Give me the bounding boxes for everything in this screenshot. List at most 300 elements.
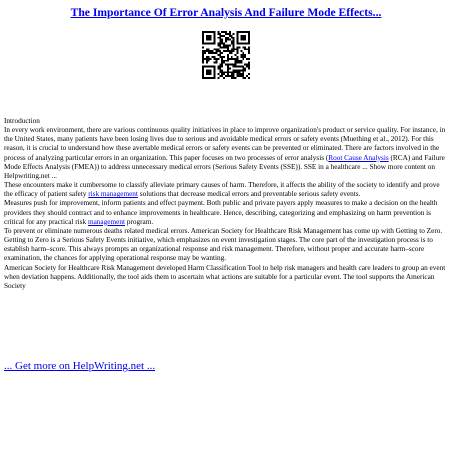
qr-module bbox=[214, 37, 216, 39]
qr-module bbox=[208, 39, 210, 41]
article-title-link[interactable]: The Importance Of Error Analysis And Failure Mode Effects... bbox=[70, 6, 382, 19]
qr-module bbox=[221, 39, 223, 41]
qr-module bbox=[214, 43, 216, 45]
qr-module bbox=[246, 66, 248, 68]
qr-module bbox=[214, 66, 216, 68]
paragraph-3-text-a: Measures push for improvement, inform patients and effect payment. Both public and private payers apply measures to make a decision on the health providers they should contract and to enhance improvements in healthcare. Hence, describing, categorizing and emphasizing on harm prevention is critical for any practical risk bbox=[4, 199, 438, 226]
qr-module bbox=[210, 39, 212, 41]
qr-module bbox=[238, 66, 240, 68]
qr-module bbox=[244, 37, 246, 39]
qr-module bbox=[219, 67, 221, 69]
qr-module bbox=[229, 50, 231, 52]
qr-module bbox=[235, 66, 237, 68]
paragraph-4: To prevent or eliminate numerous deaths related medical errors. American Society for Healthcare Risk Management has come up with Getting to Zero. Getting to Zero is a Serious Safety Events initiative, which emphasizes on event investigation stages. The core part of the investigation process is to establish harm–score. This always prompts an organizational response and risk management. Therefore, without proper and accurate harm–score examination, the chances for applying operational response may be wanting. bbox=[4, 226, 443, 263]
qr-module bbox=[240, 60, 242, 62]
qr-module bbox=[231, 41, 233, 43]
get-more-link[interactable]: ... Get more on HelpWriting.net ... bbox=[4, 360, 156, 372]
qr-module bbox=[208, 66, 210, 68]
qr-module bbox=[223, 46, 225, 48]
qr-module bbox=[219, 54, 221, 56]
qr-module bbox=[244, 67, 246, 69]
qr-module bbox=[208, 48, 210, 50]
qr-module bbox=[225, 50, 227, 52]
qr-module bbox=[219, 44, 221, 46]
qr-module bbox=[238, 60, 240, 62]
qr-module bbox=[221, 75, 223, 77]
qr-module bbox=[217, 43, 219, 45]
qr-module bbox=[238, 62, 240, 64]
qr-module bbox=[248, 31, 250, 33]
qr-module bbox=[233, 71, 235, 73]
qr-module bbox=[242, 67, 244, 69]
qr-module bbox=[248, 50, 250, 52]
qr-module bbox=[221, 43, 223, 45]
qr-module bbox=[225, 37, 227, 39]
qr-module bbox=[214, 75, 216, 77]
qr-module bbox=[248, 43, 250, 45]
qr-module bbox=[202, 43, 204, 45]
paragraph-1 bbox=[4, 126, 448, 181]
root-cause-analysis-link[interactable]: Root Cause Analysis bbox=[328, 153, 389, 162]
qr-module bbox=[235, 69, 237, 71]
qr-module bbox=[202, 58, 204, 60]
qr-module bbox=[244, 31, 246, 33]
qr-module bbox=[212, 56, 214, 58]
qr-code-icon bbox=[202, 31, 250, 79]
qr-module bbox=[229, 39, 231, 41]
qr-module bbox=[233, 43, 235, 45]
qr-module bbox=[246, 31, 248, 33]
qr-module bbox=[219, 66, 221, 68]
qr-module bbox=[214, 48, 216, 50]
qr-module bbox=[237, 62, 239, 64]
qr-module bbox=[240, 54, 242, 56]
qr-module bbox=[244, 43, 246, 45]
qr-module bbox=[221, 56, 223, 58]
qr-module bbox=[223, 35, 225, 37]
qr-module bbox=[206, 39, 208, 41]
qr-module bbox=[237, 50, 239, 52]
paragraph-2-text-a: These encounters make it cumbersome to classify alleviate primary causes of harm. Therefore, it affects the ability of the society to identify and prove the efficacy of patient safety bbox=[4, 181, 440, 199]
qr-module bbox=[240, 69, 242, 71]
qr-module bbox=[214, 69, 216, 71]
qr-module bbox=[206, 43, 208, 45]
qr-module bbox=[242, 66, 244, 68]
qr-module bbox=[210, 31, 212, 33]
qr-module bbox=[202, 33, 204, 35]
qr-module bbox=[210, 73, 212, 75]
qr-module bbox=[204, 77, 206, 79]
qr-module bbox=[219, 39, 221, 41]
qr-module bbox=[233, 64, 235, 66]
qr-module bbox=[202, 77, 204, 79]
qr-module bbox=[227, 60, 229, 62]
qr-module bbox=[217, 50, 219, 52]
qr-module bbox=[244, 48, 246, 50]
qr-module bbox=[231, 50, 233, 52]
qr-module bbox=[248, 39, 250, 41]
qr-module bbox=[208, 60, 210, 62]
qr-module bbox=[237, 33, 239, 35]
qr-module bbox=[208, 31, 210, 33]
qr-module bbox=[208, 69, 210, 71]
qr-module bbox=[248, 33, 250, 35]
qr-module bbox=[227, 39, 229, 41]
qr-module bbox=[202, 41, 204, 43]
qr-module bbox=[217, 33, 219, 35]
qr-module bbox=[206, 73, 208, 75]
qr-module bbox=[204, 50, 206, 52]
qr-module bbox=[238, 73, 240, 75]
qr-module bbox=[237, 71, 239, 73]
qr-module bbox=[221, 71, 223, 73]
qr-module bbox=[223, 43, 225, 45]
qr-module bbox=[237, 37, 239, 39]
qr-module bbox=[204, 31, 206, 33]
qr-module bbox=[227, 64, 229, 66]
qr-module bbox=[246, 43, 248, 45]
qr-module bbox=[223, 60, 225, 62]
qr-module bbox=[206, 31, 208, 33]
qr-module bbox=[217, 31, 219, 33]
qr-module bbox=[248, 67, 250, 69]
qr-module bbox=[237, 75, 239, 77]
qr-module bbox=[221, 73, 223, 75]
qr-module bbox=[242, 73, 244, 75]
qr-module bbox=[221, 46, 223, 48]
qr-module bbox=[206, 50, 208, 52]
qr-module bbox=[242, 77, 244, 79]
qr-module bbox=[225, 39, 227, 41]
qr-module bbox=[231, 43, 233, 45]
paragraph-1-text-a: In every work environment, there are various continuous quality initiatives in place to improve organization's product or service quality. For instance, in the United States, many patients have been losing lives due to serious and avoidable medical errors or safety events (Muething et al., 2012). For this reason, it is crucial to understand how these avertable medical errors or safety events can be prevented or eliminated. There are factors involved in the process of analyzing particular errors in an organization. This paper focuses on two processes of error analysis ( bbox=[4, 126, 446, 162]
qr-module bbox=[214, 33, 216, 35]
qr-module bbox=[204, 58, 206, 60]
qr-module bbox=[248, 77, 250, 79]
qr-module bbox=[212, 43, 214, 45]
qr-module bbox=[219, 64, 221, 66]
qr-module bbox=[244, 46, 246, 48]
paragraph-2 bbox=[4, 181, 448, 199]
qr-module bbox=[229, 71, 231, 73]
qr-module bbox=[223, 71, 225, 73]
qr-module bbox=[242, 35, 244, 37]
qr-module bbox=[248, 41, 250, 43]
qr-module bbox=[233, 48, 235, 50]
qr-module bbox=[240, 50, 242, 52]
qr-module bbox=[248, 37, 250, 39]
qr-module bbox=[248, 66, 250, 68]
qr-module bbox=[210, 71, 212, 73]
qr-module bbox=[208, 52, 210, 54]
qr-module bbox=[229, 64, 231, 66]
qr-module bbox=[244, 54, 246, 56]
qr-module bbox=[217, 73, 219, 75]
qr-module bbox=[248, 46, 250, 48]
qr-module bbox=[210, 77, 212, 79]
qr-module bbox=[219, 33, 221, 35]
qr-module bbox=[215, 58, 217, 60]
qr-module bbox=[206, 35, 208, 37]
qr-module bbox=[225, 75, 227, 77]
qr-module bbox=[210, 35, 212, 37]
qr-module bbox=[223, 56, 225, 58]
qr-module bbox=[214, 52, 216, 54]
qr-module bbox=[208, 37, 210, 39]
qr-module bbox=[210, 66, 212, 68]
qr-module bbox=[202, 66, 204, 68]
qr-module bbox=[219, 52, 221, 54]
qr-module bbox=[202, 69, 204, 71]
qr-module bbox=[227, 66, 229, 68]
qr-module bbox=[221, 31, 223, 33]
qr-module bbox=[237, 43, 239, 45]
qr-module bbox=[212, 66, 214, 68]
qr-module bbox=[233, 44, 235, 46]
qr-module bbox=[206, 62, 208, 64]
qr-module bbox=[242, 54, 244, 56]
qr-module bbox=[233, 46, 235, 48]
qr-module bbox=[233, 39, 235, 41]
qr-module bbox=[238, 46, 240, 48]
risk-management-link[interactable]: risk management bbox=[88, 190, 138, 199]
qr-module bbox=[214, 71, 216, 73]
qr-module bbox=[202, 35, 204, 37]
qr-module bbox=[227, 50, 229, 52]
qr-module bbox=[237, 58, 239, 60]
qr-module bbox=[202, 67, 204, 69]
qr-module bbox=[227, 37, 229, 39]
qr-module bbox=[227, 33, 229, 35]
qr-module bbox=[242, 56, 244, 58]
qr-module bbox=[240, 73, 242, 75]
qr-module bbox=[231, 52, 233, 54]
qr-module bbox=[215, 48, 217, 50]
qr-module bbox=[223, 31, 225, 33]
qr-module bbox=[231, 37, 233, 39]
qr-module bbox=[206, 48, 208, 50]
qr-module bbox=[221, 58, 223, 60]
qr-module bbox=[231, 75, 233, 77]
qr-module bbox=[248, 58, 250, 60]
qr-module bbox=[240, 75, 242, 77]
qr-module bbox=[206, 60, 208, 62]
qr-module bbox=[217, 44, 219, 46]
qr-module bbox=[210, 52, 212, 54]
qr-module bbox=[219, 46, 221, 48]
intro-heading: Introduction bbox=[4, 117, 40, 125]
qr-module bbox=[206, 69, 208, 71]
qr-module bbox=[208, 43, 210, 45]
qr-module bbox=[235, 71, 237, 73]
qr-module bbox=[237, 66, 239, 68]
qr-module bbox=[219, 56, 221, 58]
qr-module bbox=[214, 56, 216, 58]
qr-module bbox=[229, 58, 231, 60]
qr-module bbox=[248, 35, 250, 37]
qr-module bbox=[248, 62, 250, 64]
qr-module bbox=[227, 58, 229, 60]
qr-module bbox=[219, 71, 221, 73]
qr-module bbox=[217, 54, 219, 56]
qr-module bbox=[242, 46, 244, 48]
qr-module bbox=[219, 69, 221, 71]
qr-module bbox=[210, 69, 212, 71]
qr-module bbox=[227, 69, 229, 71]
qr-module bbox=[248, 73, 250, 75]
qr-module bbox=[221, 64, 223, 66]
qr-module bbox=[233, 75, 235, 77]
qr-module bbox=[237, 31, 239, 33]
qr-module bbox=[231, 73, 233, 75]
qr-module bbox=[238, 69, 240, 71]
qr-module bbox=[235, 60, 237, 62]
qr-module bbox=[227, 54, 229, 56]
paragraph-5: American Society for Healthcare Risk Management developed Harm Classification Tool to help risk managers and health care leaders to group an event when deviation happens. Additionally, the tool aids them to ascertain what actions are suitable for a particular event. The tool supports the American Society bbox=[4, 263, 446, 290]
qr-module bbox=[214, 62, 216, 64]
qr-module bbox=[225, 64, 227, 66]
qr-module bbox=[237, 48, 239, 50]
qr-module bbox=[237, 73, 239, 75]
qr-module bbox=[227, 44, 229, 46]
qr-module bbox=[202, 37, 204, 39]
qr-module bbox=[235, 64, 237, 66]
qr-module bbox=[244, 35, 246, 37]
qr-module bbox=[221, 35, 223, 37]
qr-module bbox=[223, 62, 225, 64]
qr-module bbox=[244, 64, 246, 66]
qr-module bbox=[240, 37, 242, 39]
qr-module bbox=[238, 43, 240, 45]
qr-module bbox=[214, 35, 216, 37]
qr-module bbox=[221, 66, 223, 68]
qr-module bbox=[208, 77, 210, 79]
qr-module bbox=[217, 66, 219, 68]
qr-module bbox=[214, 31, 216, 33]
qr-module bbox=[248, 48, 250, 50]
qr-module bbox=[244, 77, 246, 79]
qr-module bbox=[208, 56, 210, 58]
qr-module bbox=[202, 60, 204, 62]
qr-module bbox=[221, 52, 223, 54]
qr-module bbox=[208, 50, 210, 52]
qr-module bbox=[206, 56, 208, 58]
qr-module bbox=[240, 39, 242, 41]
qr-module bbox=[202, 39, 204, 41]
qr-module bbox=[219, 50, 221, 52]
qr-module bbox=[248, 52, 250, 54]
qr-module bbox=[237, 56, 239, 58]
qr-module bbox=[229, 75, 231, 77]
qr-module bbox=[210, 43, 212, 45]
qr-module bbox=[214, 73, 216, 75]
qr-module bbox=[223, 50, 225, 52]
qr-module bbox=[227, 46, 229, 48]
qr-module bbox=[238, 71, 240, 73]
qr-module bbox=[206, 37, 208, 39]
qr-module bbox=[242, 58, 244, 60]
qr-module bbox=[237, 60, 239, 62]
qr-module bbox=[202, 52, 204, 54]
qr-module bbox=[225, 44, 227, 46]
qr-module bbox=[217, 67, 219, 69]
qr-module bbox=[219, 41, 221, 43]
qr-module bbox=[229, 35, 231, 37]
qr-module bbox=[237, 69, 239, 71]
qr-module bbox=[227, 73, 229, 75]
qr-module bbox=[240, 35, 242, 37]
qr-module bbox=[219, 75, 221, 77]
qr-module bbox=[235, 77, 237, 79]
qr-module bbox=[246, 64, 248, 66]
qr-module bbox=[231, 48, 233, 50]
article-body bbox=[4, 117, 448, 291]
qr-module bbox=[225, 60, 227, 62]
qr-module bbox=[246, 48, 248, 50]
qr-module bbox=[204, 52, 206, 54]
qr-module bbox=[240, 56, 242, 58]
qr-module bbox=[233, 50, 235, 52]
qr-module bbox=[210, 50, 212, 52]
qr-module bbox=[217, 48, 219, 50]
qr-module bbox=[214, 67, 216, 69]
qr-module bbox=[240, 43, 242, 45]
qr-module bbox=[233, 33, 235, 35]
qr-module bbox=[225, 33, 227, 35]
qr-module bbox=[202, 71, 204, 73]
qr-module bbox=[227, 71, 229, 73]
qr-module bbox=[212, 50, 214, 52]
qr-module bbox=[244, 39, 246, 41]
qr-module bbox=[237, 39, 239, 41]
qr-module bbox=[242, 37, 244, 39]
qr-module bbox=[221, 60, 223, 62]
qr-module bbox=[223, 73, 225, 75]
qr-module bbox=[231, 71, 233, 73]
qr-module bbox=[214, 39, 216, 41]
qr-module bbox=[227, 48, 229, 50]
qr-module bbox=[210, 37, 212, 39]
paragraph-3 bbox=[4, 199, 448, 226]
qr-module bbox=[242, 71, 244, 73]
qr-module bbox=[233, 73, 235, 75]
qr-module bbox=[242, 69, 244, 71]
qr-module bbox=[215, 62, 217, 64]
qr-module bbox=[233, 69, 235, 71]
qr-module bbox=[242, 31, 244, 33]
qr-module bbox=[217, 58, 219, 60]
management-link[interactable]: management bbox=[87, 217, 125, 226]
qr-module bbox=[204, 43, 206, 45]
qr-module bbox=[225, 41, 227, 43]
qr-module bbox=[202, 46, 204, 48]
qr-module bbox=[225, 71, 227, 73]
qr-module bbox=[238, 75, 240, 77]
qr-module bbox=[208, 71, 210, 73]
qr-module bbox=[206, 58, 208, 60]
qr-module bbox=[244, 69, 246, 71]
qr-module bbox=[215, 60, 217, 62]
qr-module bbox=[242, 43, 244, 45]
qr-module bbox=[204, 66, 206, 68]
qr-module bbox=[248, 64, 250, 66]
qr-module bbox=[221, 41, 223, 43]
qr-module bbox=[229, 33, 231, 35]
qr-module bbox=[214, 77, 216, 79]
qr-module bbox=[208, 35, 210, 37]
qr-module bbox=[237, 52, 239, 54]
qr-module bbox=[202, 54, 204, 56]
